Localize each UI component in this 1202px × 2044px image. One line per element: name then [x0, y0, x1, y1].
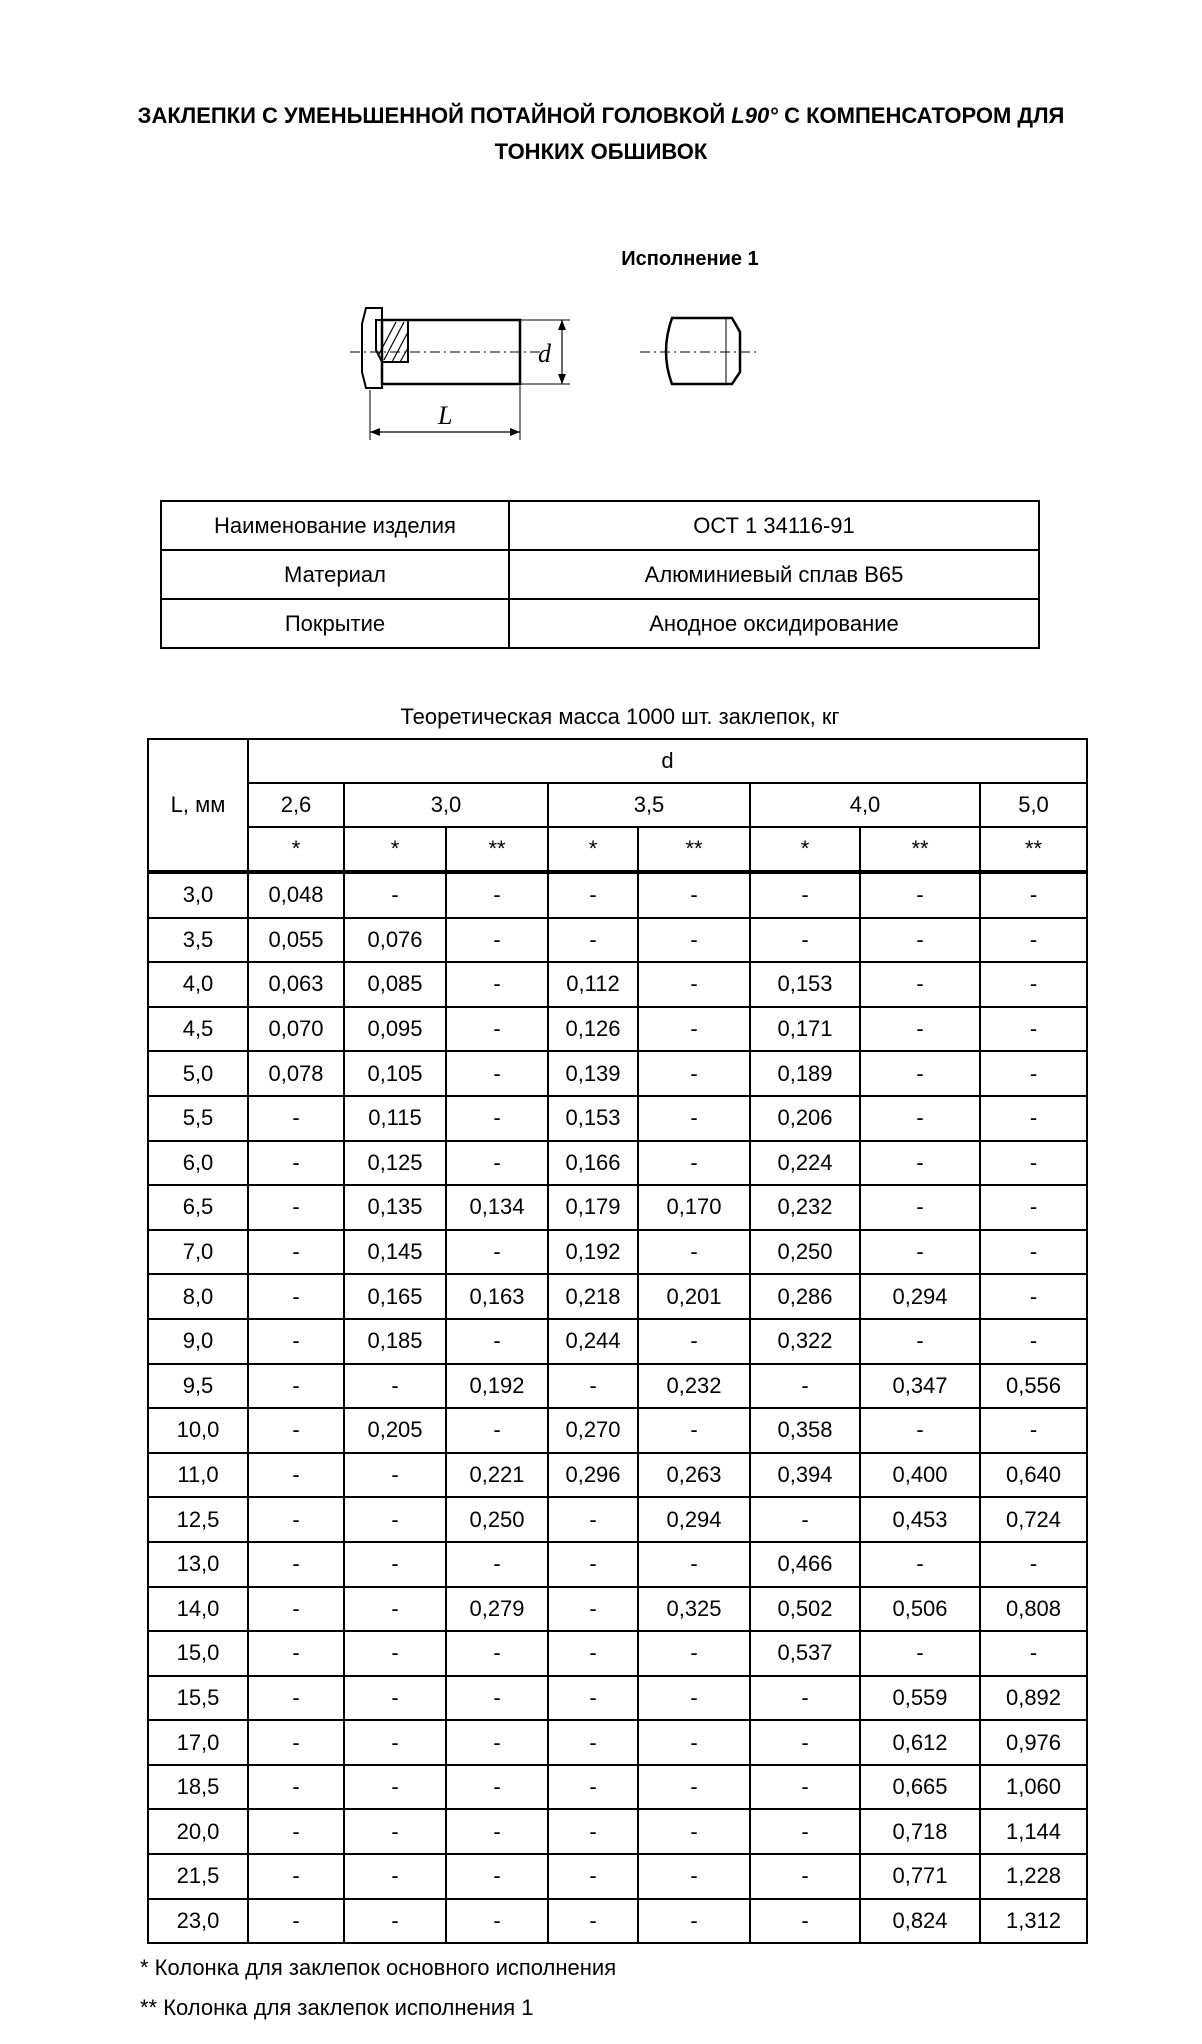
mass-cell: -: [980, 872, 1087, 918]
mass-cell: -: [548, 1676, 638, 1721]
mass-cell: -: [446, 1230, 548, 1275]
mass-cell: -: [548, 1809, 638, 1854]
mass-cell: -: [750, 918, 860, 963]
mass-cell: 0,232: [750, 1185, 860, 1230]
mass-cell: -: [344, 1899, 446, 1944]
mass-cell: -: [248, 1542, 344, 1587]
mass-cell: 0,153: [548, 1096, 638, 1141]
mass-cell: -: [344, 1587, 446, 1632]
mass-cell: 0,665: [860, 1765, 980, 1810]
variant-mark: *: [344, 827, 446, 872]
diameter-header: 4,0: [750, 783, 980, 827]
mass-cell: 0,206: [750, 1096, 860, 1141]
mass-cell: -: [446, 1319, 548, 1364]
mass-cell: -: [980, 1631, 1087, 1676]
mass-cell: 0,048: [248, 872, 344, 918]
mass-cell: -: [638, 1854, 750, 1899]
mass-cell: -: [248, 1497, 344, 1542]
mass-cell: -: [860, 1408, 980, 1453]
mass-cell: -: [248, 1631, 344, 1676]
length-cell: 11,0: [148, 1453, 248, 1498]
mass-cell: 0,506: [860, 1587, 980, 1632]
table-row: [148, 1542, 1087, 1587]
mass-cell: -: [248, 1185, 344, 1230]
table-row: [148, 1319, 1087, 1364]
mass-table-body: [148, 872, 1087, 1943]
head-angle: L90°: [731, 103, 778, 128]
group-header-d: d: [248, 739, 1087, 783]
mass-cell: -: [446, 918, 548, 963]
mass-cell: -: [446, 1542, 548, 1587]
table-row: [148, 1096, 1087, 1141]
row-header-L: L, мм: [148, 739, 248, 872]
length-cell: 13,0: [148, 1542, 248, 1587]
mass-cell: 0,270: [548, 1408, 638, 1453]
mass-cell: -: [750, 1765, 860, 1810]
length-cell: 20,0: [148, 1809, 248, 1854]
variant-label: Исполнение 1: [621, 248, 759, 270]
mass-cell: -: [860, 1141, 980, 1186]
mass-cell: 0,279: [446, 1587, 548, 1632]
mass-cell: -: [344, 1453, 446, 1498]
mass-cell: -: [344, 1364, 446, 1409]
mass-cell: 0,135: [344, 1185, 446, 1230]
dim-L-label: L: [438, 401, 453, 430]
length-cell: 18,5: [148, 1765, 248, 1810]
table-row: [148, 918, 1087, 963]
mass-cell: 0,115: [344, 1096, 446, 1141]
mass-cell: 0,224: [750, 1141, 860, 1186]
mass-cell: -: [248, 1274, 344, 1319]
mass-cell: 0,163: [446, 1274, 548, 1319]
mass-cell: -: [548, 1497, 638, 1542]
mass-cell: -: [248, 1364, 344, 1409]
mass-cell: -: [980, 918, 1087, 963]
mass-cell: 0,070: [248, 1007, 344, 1052]
mass-cell: -: [248, 1453, 344, 1498]
mass-cell: 0,394: [750, 1453, 860, 1498]
mass-cell: -: [860, 962, 980, 1007]
mass-cell: -: [446, 1051, 548, 1096]
rivet-drawing: [300, 280, 760, 450]
mass-cell: 0,263: [638, 1453, 750, 1498]
footnote-single-star: * Колонка для заклепок основного исполнения: [140, 1955, 617, 1980]
mass-cell: 0,453: [860, 1497, 980, 1542]
mass-cell: -: [980, 1096, 1087, 1141]
mass-cell: -: [638, 1408, 750, 1453]
length-cell: 5,5: [148, 1096, 248, 1141]
mass-cell: -: [248, 1319, 344, 1364]
mass-cell: -: [248, 1809, 344, 1854]
property-key: Покрытие: [161, 599, 509, 648]
mass-cell: 1,312: [980, 1899, 1087, 1944]
length-cell: 10,0: [148, 1408, 248, 1453]
mass-cell: -: [750, 1720, 860, 1765]
title-line-1: ЗАКЛЕПКИ С УМЕНЬШЕННОЙ ПОТАЙНОЙ ГОЛОВКОЙ L90° С КОМПЕНСАТОРОМ ДЛЯ: [137, 103, 1065, 128]
page-title: [60, 98, 1142, 170]
mass-cell: -: [638, 1007, 750, 1052]
mass-cell: -: [638, 1899, 750, 1944]
mass-cell: 0,294: [860, 1274, 980, 1319]
table-row: [148, 1587, 1087, 1632]
mass-cell: -: [446, 1765, 548, 1810]
mass-cell: -: [548, 1542, 638, 1587]
mass-table-caption: Теоретическая масса 1000 шт. заклепок, кг: [400, 704, 840, 729]
mass-cell: 0,192: [548, 1230, 638, 1275]
mass-cell: -: [446, 962, 548, 1007]
property-key: Материал: [161, 550, 509, 599]
mass-cell: 0,232: [638, 1364, 750, 1409]
mass-cell: -: [446, 1899, 548, 1944]
mass-cell: -: [446, 1141, 548, 1186]
mass-cell: 0,134: [446, 1185, 548, 1230]
mass-cell: 0,322: [750, 1319, 860, 1364]
mass-cell: -: [248, 1854, 344, 1899]
mass-cell: -: [446, 872, 548, 918]
mass-cell: -: [248, 1141, 344, 1186]
mass-cell: 0,139: [548, 1051, 638, 1096]
mass-cell: 0,537: [750, 1631, 860, 1676]
mass-cell: -: [248, 1096, 344, 1141]
mass-cell: 0,771: [860, 1854, 980, 1899]
mass-cell: 0,640: [980, 1453, 1087, 1498]
mass-cell: 0,145: [344, 1230, 446, 1275]
table-row: [148, 1007, 1087, 1052]
mass-cell: 0,502: [750, 1587, 860, 1632]
mass-cell: -: [344, 1497, 446, 1542]
mass-cell: -: [980, 1141, 1087, 1186]
mass-cell: 0,085: [344, 962, 446, 1007]
mass-cell: 0,286: [750, 1274, 860, 1319]
mass-cell: 0,063: [248, 962, 344, 1007]
mass-cell: 0,250: [446, 1497, 548, 1542]
mass-cell: -: [344, 1676, 446, 1721]
table-row: [148, 1720, 1087, 1765]
mass-cell: -: [446, 1096, 548, 1141]
mass-cell: -: [248, 1230, 344, 1275]
mass-cell: -: [344, 1854, 446, 1899]
mass-cell: 0,179: [548, 1185, 638, 1230]
diameter-header: 5,0: [980, 783, 1087, 827]
mass-cell: 0,325: [638, 1587, 750, 1632]
mass-cell: 0,358: [750, 1408, 860, 1453]
mass-cell: 0,724: [980, 1497, 1087, 1542]
mass-cell: -: [638, 1051, 750, 1096]
diameter-header: 3,0: [344, 783, 548, 827]
mass-cell: 0,078: [248, 1051, 344, 1096]
property-value: Алюминиевый сплав В65: [509, 550, 1039, 599]
length-cell: 5,0: [148, 1051, 248, 1096]
mass-cell: -: [548, 1765, 638, 1810]
mass-cell: -: [548, 1631, 638, 1676]
mass-cell: -: [860, 918, 980, 963]
mass-cell: -: [860, 1542, 980, 1587]
variant-tail: [666, 318, 740, 384]
table-row: [148, 1185, 1087, 1230]
mass-cell: 0,294: [638, 1497, 750, 1542]
properties-row: [161, 599, 1039, 648]
table-row: [148, 962, 1087, 1007]
length-cell: 4,5: [148, 1007, 248, 1052]
mass-cell: 0,221: [446, 1453, 548, 1498]
mass-cell: 0,095: [344, 1007, 446, 1052]
mass-cell: -: [860, 872, 980, 918]
mass-cell: -: [638, 1765, 750, 1810]
footnote-double-star: ** Колонка для заклепок исполнения 1: [140, 1995, 534, 2020]
mass-cell: 0,808: [980, 1587, 1087, 1632]
mass-cell: 0,976: [980, 1720, 1087, 1765]
mass-cell: -: [446, 1854, 548, 1899]
mass-cell: 0,824: [860, 1899, 980, 1944]
table-row: [148, 1899, 1087, 1944]
variant-mark: *: [750, 827, 860, 872]
properties-table: [160, 500, 1040, 649]
mass-cell: -: [638, 918, 750, 963]
mass-cell: -: [638, 1809, 750, 1854]
mass-cell: 1,228: [980, 1854, 1087, 1899]
properties-row: [161, 550, 1039, 599]
mass-cell: 0,296: [548, 1453, 638, 1498]
mass-cell: -: [248, 1408, 344, 1453]
mass-cell: 0,612: [860, 1720, 980, 1765]
length-cell: 6,0: [148, 1141, 248, 1186]
mass-cell: -: [860, 1631, 980, 1676]
variant-mark: **: [860, 827, 980, 872]
mass-cell: 0,105: [344, 1051, 446, 1096]
length-cell: 23,0: [148, 1899, 248, 1944]
mass-cell: -: [638, 1319, 750, 1364]
table-row: [148, 1854, 1087, 1899]
mass-cell: -: [980, 1051, 1087, 1096]
mass-cell: 0,218: [548, 1274, 638, 1319]
length-cell: 14,0: [148, 1587, 248, 1632]
mass-cell: 0,718: [860, 1809, 980, 1854]
mass-cell: -: [344, 872, 446, 918]
table-row: [148, 1676, 1087, 1721]
mass-cell: 0,170: [638, 1185, 750, 1230]
mass-cell: -: [750, 1676, 860, 1721]
dim-d-label: d: [538, 339, 551, 368]
mass-cell: -: [344, 1765, 446, 1810]
length-cell: 21,5: [148, 1854, 248, 1899]
length-cell: 3,0: [148, 872, 248, 918]
mass-cell: -: [548, 1854, 638, 1899]
mass-cell: -: [344, 1542, 446, 1587]
mass-cell: -: [446, 1676, 548, 1721]
mass-cell: -: [548, 918, 638, 963]
mass-cell: 0,244: [548, 1319, 638, 1364]
mass-cell: -: [860, 1096, 980, 1141]
mass-cell: 0,400: [860, 1453, 980, 1498]
table-row: [148, 1230, 1087, 1275]
mass-cell: -: [548, 1587, 638, 1632]
length-cell: 15,0: [148, 1631, 248, 1676]
mass-cell: -: [638, 1720, 750, 1765]
table-row: [148, 1364, 1087, 1409]
mass-cell: -: [548, 1899, 638, 1944]
mass-cell: 0,192: [446, 1364, 548, 1409]
mass-cell: 0,892: [980, 1676, 1087, 1721]
mass-cell: -: [980, 1274, 1087, 1319]
diameter-header: 3,5: [548, 783, 750, 827]
variant-mark: *: [548, 827, 638, 872]
mass-cell: 1,060: [980, 1765, 1087, 1810]
property-key: Наименование изделия: [161, 501, 509, 550]
title-line-2: ТОНКИХ ОБШИВОК: [494, 139, 708, 164]
mass-cell: -: [860, 1007, 980, 1052]
length-cell: 3,5: [148, 918, 248, 963]
mass-cell: 0,466: [750, 1542, 860, 1587]
variant-mark: *: [248, 827, 344, 872]
mass-cell: -: [344, 1809, 446, 1854]
mass-table: [147, 738, 1088, 1944]
mass-cell: -: [980, 962, 1087, 1007]
mass-cell: -: [750, 1854, 860, 1899]
mass-cell: 1,144: [980, 1809, 1087, 1854]
mass-cell: -: [980, 1319, 1087, 1364]
property-value: ОСТ 1 34116-91: [509, 501, 1039, 550]
mass-cell: -: [638, 1096, 750, 1141]
mass-cell: -: [638, 1676, 750, 1721]
mass-cell: -: [638, 872, 750, 918]
mass-cell: -: [248, 1676, 344, 1721]
length-cell: 9,5: [148, 1364, 248, 1409]
length-cell: 4,0: [148, 962, 248, 1007]
table-row: [148, 1453, 1087, 1498]
mass-cell: 0,166: [548, 1141, 638, 1186]
mass-cell: -: [344, 1631, 446, 1676]
mass-cell: -: [446, 1631, 548, 1676]
variant-mark: **: [446, 827, 548, 872]
mass-cell: 0,153: [750, 962, 860, 1007]
mass-cell: -: [548, 872, 638, 918]
mass-cell: -: [446, 1007, 548, 1052]
table-row: [148, 1809, 1087, 1854]
length-cell: 17,0: [148, 1720, 248, 1765]
mass-cell: -: [638, 1631, 750, 1676]
mass-cell: -: [248, 1587, 344, 1632]
mass-cell: -: [638, 1230, 750, 1275]
mass-cell: 0,126: [548, 1007, 638, 1052]
mass-cell: -: [638, 1542, 750, 1587]
mass-cell: -: [548, 1720, 638, 1765]
table-row: [148, 872, 1087, 918]
mass-cell: -: [750, 872, 860, 918]
mass-cell: -: [860, 1185, 980, 1230]
properties-row: [161, 501, 1039, 550]
mass-cell: 0,055: [248, 918, 344, 963]
mass-cell: 0,076: [344, 918, 446, 963]
length-cell: 8,0: [148, 1274, 248, 1319]
variant-mark: **: [980, 827, 1087, 872]
mass-cell: 0,205: [344, 1408, 446, 1453]
mass-cell: -: [638, 962, 750, 1007]
mass-cell: -: [248, 1765, 344, 1810]
mass-cell: -: [446, 1408, 548, 1453]
property-value: Анодное оксидирование: [509, 599, 1039, 648]
mass-cell: 0,112: [548, 962, 638, 1007]
mass-cell: -: [980, 1007, 1087, 1052]
mass-cell: 0,559: [860, 1676, 980, 1721]
mass-cell: -: [750, 1364, 860, 1409]
table-row: [148, 1141, 1087, 1186]
mass-cell: -: [446, 1720, 548, 1765]
table-row: [148, 1631, 1087, 1676]
mass-cell: 0,125: [344, 1141, 446, 1186]
mass-cell: -: [638, 1141, 750, 1186]
mass-cell: -: [980, 1542, 1087, 1587]
table-row: [148, 1765, 1087, 1810]
mass-cell: 0,556: [980, 1364, 1087, 1409]
variant-mark: **: [638, 827, 750, 872]
mass-cell: -: [980, 1408, 1087, 1453]
length-cell: 6,5: [148, 1185, 248, 1230]
length-cell: 9,0: [148, 1319, 248, 1364]
mass-cell: -: [750, 1497, 860, 1542]
mass-cell: -: [860, 1230, 980, 1275]
mass-cell: 0,201: [638, 1274, 750, 1319]
mass-cell: -: [750, 1899, 860, 1944]
table-row: [148, 1051, 1087, 1096]
mass-cell: -: [860, 1319, 980, 1364]
table-row: [148, 1274, 1087, 1319]
mass-cell: -: [446, 1809, 548, 1854]
length-cell: 12,5: [148, 1497, 248, 1542]
mass-cell: -: [980, 1185, 1087, 1230]
mass-cell: -: [980, 1230, 1087, 1275]
mass-cell: -: [248, 1720, 344, 1765]
mass-cell: 0,165: [344, 1274, 446, 1319]
table-row: [148, 1408, 1087, 1453]
mass-cell: 0,171: [750, 1007, 860, 1052]
length-cell: 15,5: [148, 1676, 248, 1721]
mass-cell: -: [548, 1364, 638, 1409]
mass-cell: -: [248, 1899, 344, 1944]
mass-cell: -: [750, 1809, 860, 1854]
mass-cell: -: [860, 1051, 980, 1096]
length-cell: 7,0: [148, 1230, 248, 1275]
mass-cell: 0,250: [750, 1230, 860, 1275]
diameter-header: 2,6: [248, 783, 344, 827]
mass-cell: 0,185: [344, 1319, 446, 1364]
mass-cell: -: [344, 1720, 446, 1765]
mass-cell: 0,347: [860, 1364, 980, 1409]
table-row: [148, 1497, 1087, 1542]
mass-cell: 0,189: [750, 1051, 860, 1096]
